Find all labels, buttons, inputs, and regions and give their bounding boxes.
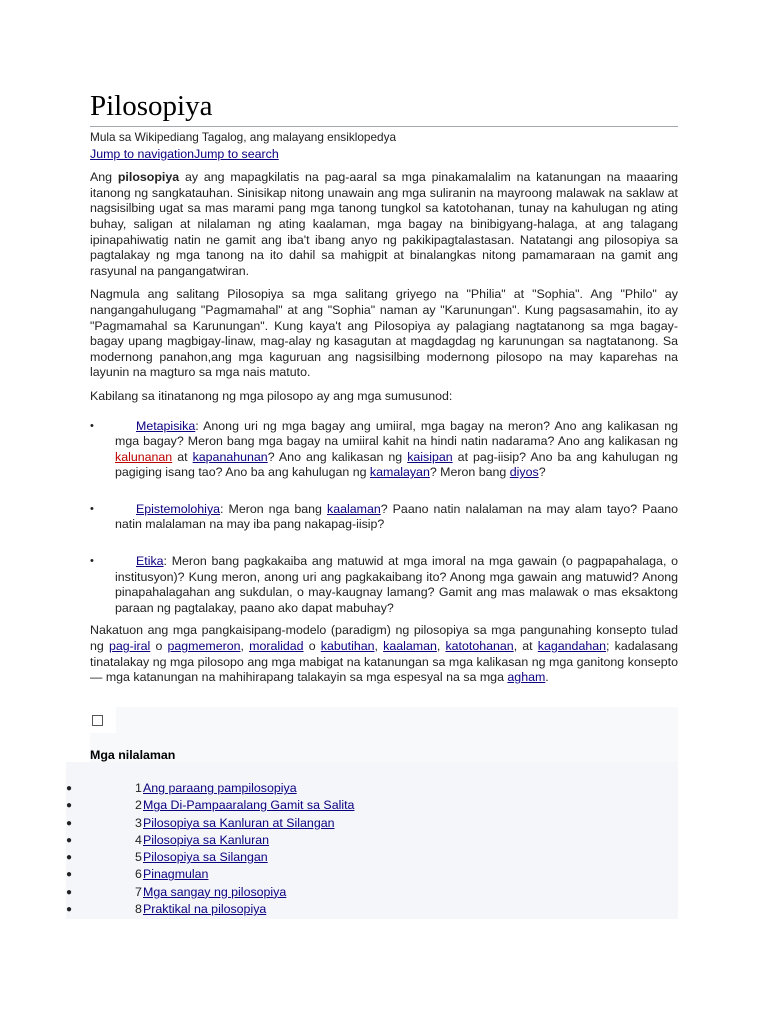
closing-paragraph <box>90 623 678 685</box>
toc-link[interactable]: Pinagmulan <box>143 867 209 882</box>
toc-link[interactable]: Pilosopiya sa Kanluran <box>143 832 270 847</box>
pagmemeron-link[interactable]: pagmemeron <box>167 639 241 654</box>
closing-text: o <box>303 639 321 654</box>
list-text: ? <box>538 465 546 480</box>
intro-paragraph-1 <box>90 170 678 279</box>
toc-number: 5 <box>135 850 142 865</box>
toc-number: 1 <box>135 781 142 795</box>
toc-link[interactable]: Mga sangay ng pilosopiya <box>143 884 287 899</box>
jump-to-navigation-link[interactable]: Jump to navigation <box>90 146 195 161</box>
checkbox-icon[interactable] <box>92 715 103 726</box>
intro-paragraph-2: Nagmula ang salitang Pilosopiya sa mga salitang griyego na "Philia" at "Sophia". Ang "Philo" ay nangangahulugang "Pagmamahal" at ang "Sophia" naman ay "Karunungan". Kung pagsasamahin, ito ay "Pagmamahal sa Karunungan". Kung kaya't ang Pilosopiya ay palagiang nagtatanong sa mga bagay-bagay upang magbigay-linaw, mag-alay ng kasagutan at magdagdag ng karunungan sa nagtatanong. Sa modernong panahon,ang mga kaguruan ang nagsisilbing modernong pilosopo na may kaparehas na layunin na magturo sa mga nais matuto. <box>90 287 678 380</box>
list-text: : Meron bang pagkakaiba ang matuwid at mga imoral na mga gawain (o pagpapahalaga, o institusyon)? Kung meron, anong uri ang pagkakaibang ito? Anong mga gawain ang matuwid? Anong pinapahalagahan ang sukdulan, o may-kaugnay lamang? Gamit ang mas malawak o mas eksaktong paraan ng pagtalakay, paano ako dapat mabuhay? <box>115 554 678 615</box>
intro-text: ay ang mapagkilatis na pag-aaral sa mga pinakamalalim na katanungan na maaaring itanong ng sangkatauhan. Sinisikap nitong unawain ang mga suliranin na mayroong malawak na saklaw at nagsisilbing ugat sa mas marami pang mga tanong tungkol sa katotohanan, tunay na kahulugan ng ating buhay, saligan at nilalaman ng ating kaalaman, mga bagay na binibigyang-halaga, at ang talagang ipinapahiwatig natin ne gamit ang iba't ibang anyo ng pakikipagtalastasan. Natatangi ang pilosopiya sa pagtalakay ng mga tanong na ito dahil sa mahigpit at binalangkas nitong pamamaraan na gamit ang rasyunal na pangangatwiran. <box>90 170 678 278</box>
list-text: : Anong uri ng mga bagay ang umiiral, mga bagay na meron? Ano ang kalikasan ng mga bagay? Meron bang mga bagay na umiiral kahit na hindi natin nadarama? Ano ang kalikasan ng <box>115 418 678 449</box>
closing-text: , <box>436 639 446 654</box>
kapanahunan-link[interactable]: kapanahunan <box>192 449 268 464</box>
closing-text: , <box>374 639 384 654</box>
site-tagline: Mula sa Wikipediang Tagalog, ang malayang ensiklopedya <box>90 130 397 144</box>
list-item <box>90 502 678 533</box>
toc-number: 7 <box>135 884 142 899</box>
article-body <box>90 88 678 694</box>
toc-list <box>66 780 666 918</box>
bullet: ● <box>66 817 73 829</box>
metapisika-link[interactable]: Metapisika <box>136 418 196 433</box>
page-title: Pilosopiya <box>90 88 678 127</box>
kabutihan-link[interactable]: kabutihan <box>320 639 375 654</box>
toc-item[interactable] <box>66 832 666 849</box>
toc-item[interactable] <box>66 815 666 832</box>
toc-item[interactable] <box>66 849 666 866</box>
jump-to-search-link[interactable]: Jump to search <box>194 146 279 161</box>
bullet: • <box>90 555 94 568</box>
intro-term: pilosopiya <box>117 170 180 185</box>
bullet: • <box>90 502 94 515</box>
bullet: ● <box>66 852 73 864</box>
kaalaman-link[interactable]: kaalaman <box>327 501 381 516</box>
list-item <box>90 554 678 616</box>
toc-item[interactable] <box>66 797 666 814</box>
closing-text: , at <box>513 639 538 654</box>
toc-link[interactable]: Pilosopiya sa Kanluran at Silangan <box>143 815 335 830</box>
bullet: ● <box>66 886 73 898</box>
kaalaman-link-2[interactable]: kaalaman <box>383 639 437 654</box>
toc-link[interactable]: Praktikal na pilosopiya <box>143 902 267 917</box>
epistemolohiya-link[interactable]: Epistemolohiya <box>136 501 221 516</box>
list-text: ? Meron bang <box>429 465 510 480</box>
toc-link[interactable]: Ang paraang pampilosopiya <box>143 781 297 795</box>
toc-item[interactable] <box>66 901 666 918</box>
closing-text: . <box>545 670 549 685</box>
bullet: • <box>90 419 94 432</box>
kaisipan-link[interactable]: kaisipan <box>407 449 453 464</box>
list-text: at pag-iisip? Ano ba ang kahulugan ng pagiging isang tao? Ano ba ang kahulugan ng <box>115 449 678 480</box>
intro-prefix: Ang <box>90 170 118 185</box>
bullet: ● <box>66 834 73 846</box>
toc-link[interactable]: Pilosopiya sa Silangan <box>143 850 268 865</box>
topic-list <box>90 419 678 617</box>
closing-text: , <box>240 639 250 654</box>
toc-item[interactable] <box>66 780 666 797</box>
toc-title: Mga nilalaman <box>90 748 176 762</box>
closing-text: Nakatuon ang mga pangkaisipang-modelo (paradigm) ng pilosopiya sa mga pangunahing konsepto tulad ng <box>90 623 678 654</box>
diyos-link[interactable]: diyos <box>509 465 539 480</box>
kamalayan-link[interactable]: kamalayan <box>369 465 430 480</box>
toc-link[interactable]: Mga Di-Pampaaralang Gamit sa Salita <box>143 798 355 813</box>
pag-iral-link[interactable]: pag-iral <box>108 639 151 654</box>
bullet: ● <box>66 800 73 812</box>
katotohanan-link[interactable]: katotohanan <box>445 639 514 654</box>
toc-number: 2 <box>135 798 142 813</box>
list-text: at <box>172 449 193 464</box>
toc-item[interactable] <box>66 884 666 901</box>
kagandahan-link[interactable]: kagandahan <box>537 639 607 654</box>
toc-number: 6 <box>135 867 142 882</box>
list-text: ? Ano ang kalikasan ng <box>267 449 408 464</box>
toc-item[interactable] <box>66 866 666 883</box>
agham-link[interactable]: agham <box>507 670 546 685</box>
closing-text: o <box>150 639 168 654</box>
toc-number: 4 <box>135 832 142 847</box>
list-text: ? Paano natin nalalaman na may alam tayo? Paano natin malalaman na may iba pang nakapag-iisip? <box>115 501 678 532</box>
list-item <box>90 419 678 481</box>
bullet: ● <box>66 783 73 794</box>
etika-link[interactable]: Etika <box>136 554 164 569</box>
toc-number: 3 <box>135 815 142 830</box>
jump-links <box>90 147 678 163</box>
toc-number: 8 <box>135 902 142 917</box>
kalunanan-link[interactable]: kalunanan <box>115 449 173 464</box>
moralidad-link[interactable]: moralidad <box>249 639 304 654</box>
list-text: : Meron nga bang <box>220 501 327 516</box>
bullet: ● <box>66 869 73 881</box>
closing-text: ; kadalasang tinatalakay ng mga pilosopo ang mga mabigat na katanungan sa mga kalikasan ng mga ganitong konsepto — mga katanungan na mahihirapang talakayin sa mga espesyal na sa mga <box>90 639 678 685</box>
bullet: ● <box>66 904 73 916</box>
intro-paragraph-3: Kabilang sa itinatanong ng mga pilosopo ay ang mga sumusunod: <box>90 388 453 403</box>
toc-toggle[interactable] <box>90 707 116 733</box>
